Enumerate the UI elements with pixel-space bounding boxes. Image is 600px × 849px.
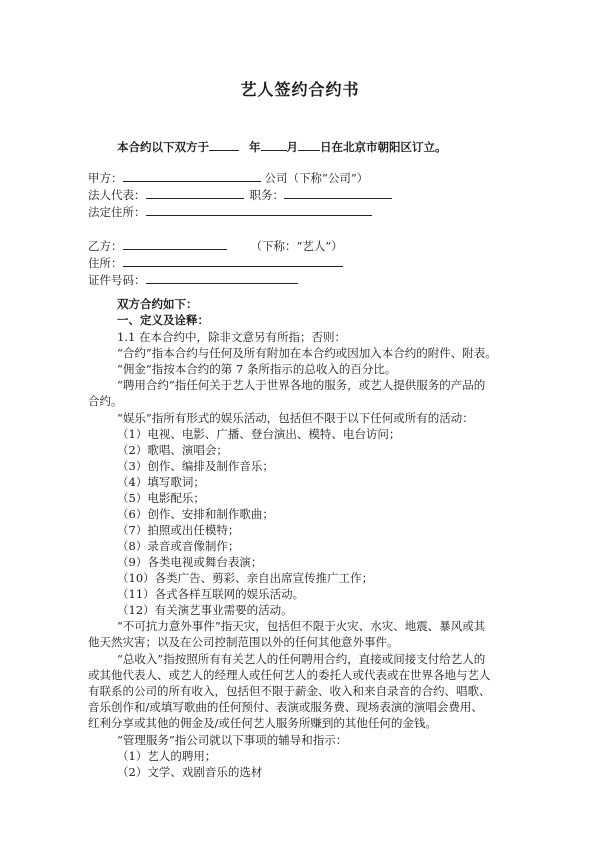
list-item: （11）各式各样互联网的娱乐活动。 bbox=[117, 587, 305, 601]
list-item: （4）填写歌词； bbox=[117, 475, 205, 489]
section1-heading: 一、定义及诠释： bbox=[117, 313, 209, 327]
paragraph-line: 有联系的公司的所有收入，包括但不限于薪金、收入和来自录音的合约、唱歌、 bbox=[88, 684, 491, 698]
party-a-blank bbox=[123, 169, 261, 182]
paragraph-line: “总收入”指按照所有有关艺人的任何聘用合约，直接或间接支付给艺人的 bbox=[117, 652, 486, 666]
paragraph-line: “聘用合约”指任何关于艺人于世界各地的服务，或艺人提供服务的产品的 bbox=[117, 378, 486, 392]
paragraph-line: 合约。 bbox=[88, 394, 123, 408]
party-b-note: （下称：“艺人”） bbox=[250, 239, 343, 253]
id-blank bbox=[146, 271, 298, 284]
month-blank bbox=[261, 138, 287, 151]
day-blank bbox=[209, 138, 239, 151]
date-blank bbox=[298, 138, 320, 151]
list-item: （3）创作、编排及制作音乐； bbox=[117, 459, 274, 473]
list-item: （8）录音或音像制作； bbox=[117, 539, 240, 553]
paragraph-line: “管理服务”指公司就以下事项的辅导和指示： bbox=[117, 733, 348, 747]
list-item: （2）文学、戏剧音乐的选材 bbox=[117, 765, 263, 779]
address-label: 法定住所： bbox=[88, 205, 146, 219]
list-item: （10）各类广告、剪彩、亲自出席宣传推广工作； bbox=[117, 571, 374, 585]
party-b-address-label: 住所： bbox=[88, 256, 123, 270]
party-b-address-line bbox=[88, 254, 343, 271]
document-title: 艺人签约合约书 bbox=[240, 80, 360, 99]
list-item: （2）歌唱、演唱会； bbox=[117, 443, 228, 457]
party-a-line bbox=[88, 169, 368, 186]
list-item: （6）创作、安排和制作歌曲； bbox=[117, 507, 274, 521]
agree-heading: 双方合约如下： bbox=[117, 297, 198, 311]
paragraph-line: “不可抗力意外事件”指天灾，包括但不限于火灾、水灾、地震、暴风或其 bbox=[117, 619, 486, 633]
intro-month: 月 bbox=[286, 140, 298, 154]
party-b-line bbox=[88, 237, 343, 254]
list-item: （9）各类电视或舞台表演； bbox=[117, 555, 263, 569]
rep-label: 法人代表： bbox=[88, 188, 146, 202]
party-b-label: 乙方： bbox=[88, 239, 123, 253]
title-blank bbox=[284, 186, 392, 199]
paragraph-line: 或其他代表人、或艺人的经理人或任何艺人的委托人或代表或在世界各地与艺人 bbox=[88, 668, 491, 682]
party-b-id-line bbox=[88, 271, 298, 288]
list-item: （5）电影配乐； bbox=[117, 491, 205, 505]
paragraph-line: 音乐创作和/或填写歌曲的任何预付、表演或服务费、现场表演的演唱会费用、 bbox=[88, 700, 483, 714]
paragraph-line: “合约”指本合约与任何及所有附加在本合约或因加入本合约的附件、附表。 bbox=[117, 346, 497, 360]
intro-year: 年 bbox=[249, 140, 261, 154]
list-item: （7）拍照或出任模特； bbox=[117, 523, 240, 537]
id-label: 证件号码： bbox=[88, 273, 146, 287]
party-a-rep-line bbox=[88, 186, 392, 203]
paragraph-line: 红利分享或其他的佣金及/或任何艺人服务所赚到的其他任何的金钱。 bbox=[88, 716, 437, 730]
intro-line bbox=[117, 138, 447, 155]
list-item: （1）艺人的聘用； bbox=[117, 749, 217, 763]
title-label: 职务： bbox=[249, 188, 284, 202]
list-item: （1）电视、电影、广播、登台演出、模特、电台访问； bbox=[117, 427, 401, 441]
intro-part1: 本合约以下双方于 bbox=[117, 140, 209, 154]
paragraph-line: 1.1 在本合约中，除非文意另有所指；否则： bbox=[117, 330, 346, 344]
paragraph-line: 他天然灾害；以及在公司控制范围以外的任何其他意外事件。 bbox=[88, 635, 399, 649]
address-blank bbox=[146, 203, 372, 216]
party-a-address-line bbox=[88, 203, 372, 220]
party-b-address-blank bbox=[123, 254, 343, 267]
rep-blank bbox=[146, 186, 244, 199]
party-a-label: 甲方： bbox=[88, 171, 123, 185]
list-item: （12）有关演艺事业需要的活动。 bbox=[117, 603, 293, 617]
paragraph-line: “佣金”指按本合约的第 7 条所指示的总收入的百分比。 bbox=[117, 362, 397, 376]
intro-part2: 日在北京市朝阳区订立。 bbox=[320, 140, 447, 154]
paragraph-line: “娱乐”指所有形式的娱乐活动，包括但不限于以下任何或所有的活动： bbox=[117, 411, 474, 425]
party-a-company-note: 公司（下称“公司”） bbox=[264, 171, 369, 185]
party-b-blank bbox=[123, 237, 227, 250]
